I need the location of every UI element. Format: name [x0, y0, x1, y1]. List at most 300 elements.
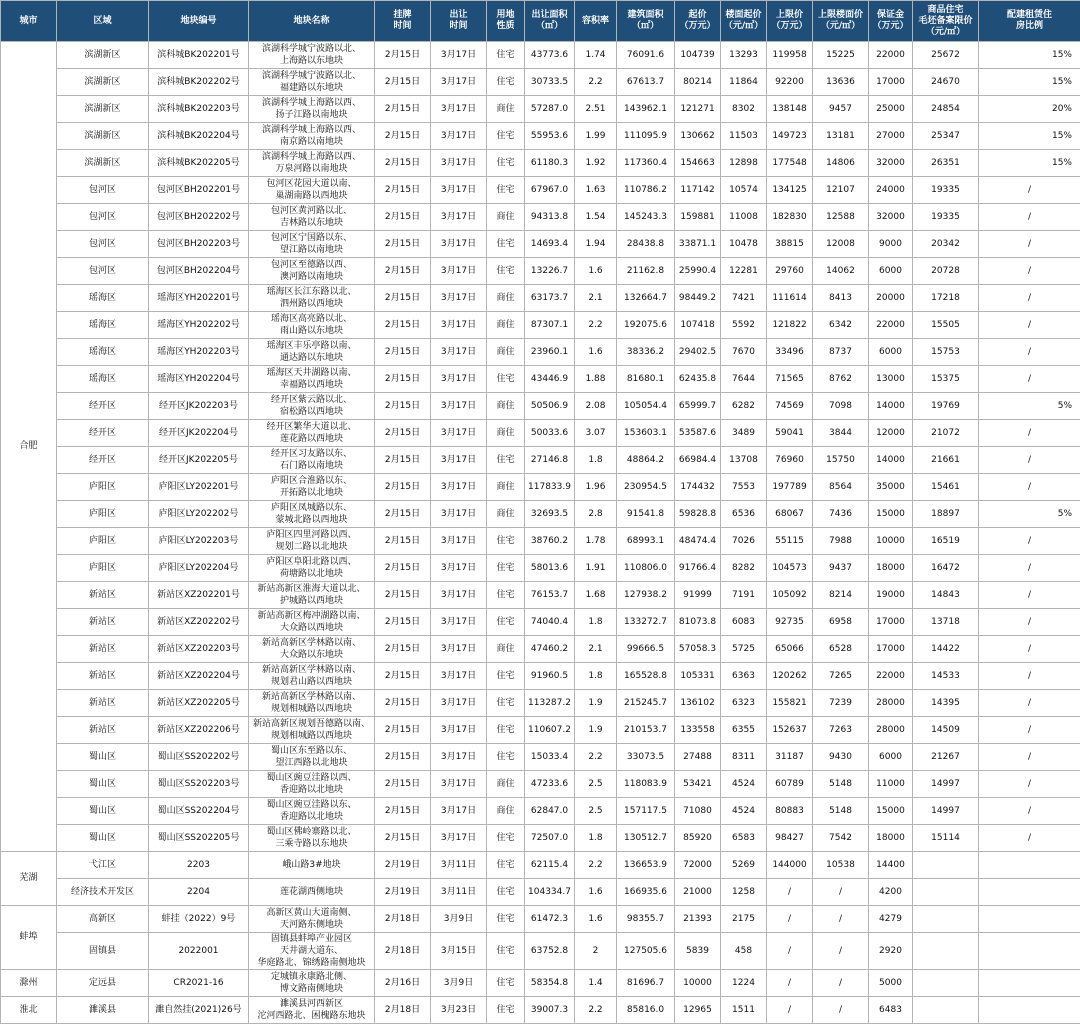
- area-cell: 23960.1: [525, 339, 575, 366]
- district-cell: 新站区: [57, 582, 149, 609]
- cap-price-cell: 182830: [767, 204, 813, 231]
- floor-start-price-cell: 6323: [721, 690, 767, 717]
- plot-ratio-cell: 1.6: [575, 258, 617, 285]
- price-limit-cell: 14422: [913, 636, 979, 663]
- deposit-cell: 22000: [869, 663, 913, 690]
- start-price-cell: 80214: [675, 69, 721, 96]
- floor-area-cell: 133272.7: [617, 609, 675, 636]
- price-limit-cell: 20728: [913, 258, 979, 285]
- floor-start-price-cell: 7026: [721, 528, 767, 555]
- floor-cap-price-cell: 14062: [813, 258, 869, 285]
- table-row: [1, 501, 1080, 528]
- start-price-cell: 66984.4: [675, 447, 721, 474]
- floor-start-price-cell: 6083: [721, 609, 767, 636]
- plot-ratio-cell: 1.96: [575, 474, 617, 501]
- price-limit-cell: 20342: [913, 231, 979, 258]
- district-cell: 定远县: [57, 970, 149, 997]
- floor-area-cell: 166935.6: [617, 879, 675, 906]
- cap-price-cell: 177548: [767, 150, 813, 177]
- floor-area-cell: 111095.9: [617, 123, 675, 150]
- deposit-cell: 14400: [869, 852, 913, 879]
- rental-ratio-cell: /: [979, 177, 1080, 204]
- cap-price-cell: 74569: [767, 393, 813, 420]
- price-limit-cell: 15461: [913, 474, 979, 501]
- listing-date-cell: 2月15日: [375, 96, 431, 123]
- city-cell: 合肥: [1, 42, 57, 852]
- parcel-name-cell: 经开区繁华大道以北、 莲花路以西地块: [249, 420, 375, 447]
- floor-cap-price-cell: 15750: [813, 447, 869, 474]
- listing-date-cell: 2月15日: [375, 771, 431, 798]
- transfer-date-cell: 3月17日: [431, 555, 487, 582]
- start-price-cell: 91766.4: [675, 555, 721, 582]
- parcel-name-cell: 包河区花园大道以南、 巢湖南路以西地块: [249, 177, 375, 204]
- price-limit-cell: 16519: [913, 528, 979, 555]
- district-cell: 滨湖新区: [57, 96, 149, 123]
- area-cell: 61472.3: [525, 906, 575, 933]
- plot-ratio-cell: 1.8: [575, 663, 617, 690]
- listing-date-cell: 2月15日: [375, 177, 431, 204]
- listing-date-cell: 2月15日: [375, 42, 431, 69]
- price-limit-cell: 15505: [913, 312, 979, 339]
- table-row: [1, 366, 1080, 393]
- floor-start-price-cell: 11864: [721, 69, 767, 96]
- floor-cap-price-cell: 12008: [813, 231, 869, 258]
- parcel-code-cell: 包河区BH202204号: [149, 258, 249, 285]
- floor-cap-price-cell: 8762: [813, 366, 869, 393]
- floor-cap-price-cell: 12107: [813, 177, 869, 204]
- start-price-cell: 133558: [675, 717, 721, 744]
- parcel-name-cell: 滨湖科学城宁波路以北、 福建路以东地块: [249, 69, 375, 96]
- area-cell: 67967.0: [525, 177, 575, 204]
- cap-price-cell: 33496: [767, 339, 813, 366]
- parcel-name-cell: 包河区黄河路以北、 吉林路以东地块: [249, 204, 375, 231]
- table-row: [1, 771, 1080, 798]
- transfer-date-cell: 3月9日: [431, 906, 487, 933]
- cap-price-cell: 98427: [767, 825, 813, 852]
- listing-date-cell: 2月19日: [375, 879, 431, 906]
- parcel-code-cell: 包河区BH202201号: [149, 177, 249, 204]
- floor-start-price-cell: 5269: [721, 852, 767, 879]
- transfer-date-cell: 3月17日: [431, 150, 487, 177]
- start-price-cell: 5839: [675, 933, 721, 970]
- price-limit-cell: 15114: [913, 825, 979, 852]
- area-cell: 47460.2: [525, 636, 575, 663]
- start-price-cell: 104739: [675, 42, 721, 69]
- floor-area-cell: 130512.7: [617, 825, 675, 852]
- floor-area-cell: 91541.8: [617, 501, 675, 528]
- floor-cap-price-cell: 7265: [813, 663, 869, 690]
- start-price-cell: 62435.8: [675, 366, 721, 393]
- rental-ratio-cell: /: [979, 663, 1080, 690]
- table-row: [1, 447, 1080, 474]
- parcel-name-cell: 瑶海区天井湖路以南、 幸福路以西地块: [249, 366, 375, 393]
- floor-start-price-cell: 8302: [721, 96, 767, 123]
- start-price-cell: 48474.4: [675, 528, 721, 555]
- district-cell: 包河区: [57, 231, 149, 258]
- floor-area-cell: 105054.4: [617, 393, 675, 420]
- plot-ratio-cell: 1.94: [575, 231, 617, 258]
- transfer-date-cell: 3月17日: [431, 69, 487, 96]
- deposit-cell: 2920: [869, 933, 913, 970]
- price-limit-cell: 15375: [913, 366, 979, 393]
- floor-cap-price-cell: 9430: [813, 744, 869, 771]
- price-limit-cell: 24670: [913, 69, 979, 96]
- price-limit-cell: 14533: [913, 663, 979, 690]
- column-header: 容积率: [575, 1, 617, 42]
- deposit-cell: 4279: [869, 906, 913, 933]
- table-row: [1, 420, 1080, 447]
- floor-start-price-cell: 6282: [721, 393, 767, 420]
- start-price-cell: 29402.5: [675, 339, 721, 366]
- table-row: [1, 906, 1080, 933]
- city-cell: 滁州: [1, 970, 57, 997]
- start-price-cell: 121271: [675, 96, 721, 123]
- price-limit-cell: 14997: [913, 771, 979, 798]
- price-limit-cell: 21661: [913, 447, 979, 474]
- listing-date-cell: 2月18日: [375, 906, 431, 933]
- plot-ratio-cell: 2.2: [575, 69, 617, 96]
- floor-cap-price-cell: /: [813, 970, 869, 997]
- floor-start-price-cell: 6355: [721, 717, 767, 744]
- start-price-cell: 98449.2: [675, 285, 721, 312]
- parcel-code-cell: 蜀山区SS202204号: [149, 798, 249, 825]
- parcel-code-cell: CR2021-16: [149, 970, 249, 997]
- start-price-cell: 53587.6: [675, 420, 721, 447]
- deposit-cell: 18000: [869, 825, 913, 852]
- rental-ratio-cell: /: [979, 312, 1080, 339]
- price-limit-cell: [913, 933, 979, 970]
- floor-area-cell: 127505.6: [617, 933, 675, 970]
- table-row: [1, 879, 1080, 906]
- parcel-code-cell: 经开区JK202205号: [149, 447, 249, 474]
- land-use-cell: 商住: [487, 771, 525, 798]
- transfer-date-cell: 3月17日: [431, 690, 487, 717]
- price-limit-cell: 21267: [913, 744, 979, 771]
- start-price-cell: 71080: [675, 798, 721, 825]
- district-cell: 经开区: [57, 420, 149, 447]
- floor-area-cell: 153603.1: [617, 420, 675, 447]
- table-row: [1, 96, 1080, 123]
- transfer-date-cell: 3月9日: [431, 970, 487, 997]
- land-use-cell: 住宅: [487, 366, 525, 393]
- rental-ratio-cell: /: [979, 447, 1080, 474]
- plot-ratio-cell: 3.07: [575, 420, 617, 447]
- plot-ratio-cell: 2.1: [575, 636, 617, 663]
- cap-price-cell: 144000: [767, 852, 813, 879]
- cap-price-cell: 111614: [767, 285, 813, 312]
- plot-ratio-cell: 1.54: [575, 204, 617, 231]
- district-cell: 庐阳区: [57, 474, 149, 501]
- plot-ratio-cell: 1.9: [575, 690, 617, 717]
- start-price-cell: 130662: [675, 123, 721, 150]
- table-row: [1, 636, 1080, 663]
- transfer-date-cell: 3月17日: [431, 339, 487, 366]
- district-cell: 经济技术开发区: [57, 879, 149, 906]
- parcel-code-cell: 瑶海区YH202201号: [149, 285, 249, 312]
- land-use-cell: 商住: [487, 312, 525, 339]
- price-limit-cell: 26351: [913, 150, 979, 177]
- plot-ratio-cell: 2.2: [575, 997, 617, 1024]
- listing-date-cell: 2月15日: [375, 690, 431, 717]
- price-limit-cell: 14843: [913, 582, 979, 609]
- floor-area-cell: 38336.2: [617, 339, 675, 366]
- floor-cap-price-cell: 7098: [813, 393, 869, 420]
- area-cell: 76153.7: [525, 582, 575, 609]
- column-header: 出让面积 （㎡）: [525, 1, 575, 42]
- listing-date-cell: 2月19日: [375, 852, 431, 879]
- column-header: 挂牌 时间: [375, 1, 431, 42]
- district-cell: 新站区: [57, 636, 149, 663]
- floor-start-price-cell: 4524: [721, 798, 767, 825]
- rental-ratio-cell: /: [979, 555, 1080, 582]
- transfer-date-cell: 3月15日: [431, 933, 487, 970]
- district-cell: 瑶海区: [57, 339, 149, 366]
- rental-ratio-cell: [979, 997, 1080, 1024]
- floor-start-price-cell: 7191: [721, 582, 767, 609]
- floor-start-price-cell: 5725: [721, 636, 767, 663]
- start-price-cell: 159881: [675, 204, 721, 231]
- deposit-cell: 13000: [869, 366, 913, 393]
- rental-ratio-cell: 15%: [979, 42, 1080, 69]
- parcel-code-cell: 2204: [149, 879, 249, 906]
- district-cell: 瑶海区: [57, 366, 149, 393]
- floor-cap-price-cell: 13636: [813, 69, 869, 96]
- parcel-name-cell: 新站高新区梅冲湖路以南、 大众路以西地块: [249, 609, 375, 636]
- floor-start-price-cell: 5592: [721, 312, 767, 339]
- table-row: [1, 609, 1080, 636]
- floor-area-cell: 33073.5: [617, 744, 675, 771]
- rental-ratio-cell: /: [979, 231, 1080, 258]
- cap-price-cell: 65066: [767, 636, 813, 663]
- floor-start-price-cell: 2175: [721, 906, 767, 933]
- area-cell: 74040.4: [525, 609, 575, 636]
- area-cell: 117833.9: [525, 474, 575, 501]
- floor-start-price-cell: 4524: [721, 771, 767, 798]
- floor-cap-price-cell: 13181: [813, 123, 869, 150]
- parcel-code-cell: 濉自然挂(2021)26号: [149, 997, 249, 1024]
- district-cell: 蜀山区: [57, 744, 149, 771]
- floor-area-cell: 76091.6: [617, 42, 675, 69]
- floor-area-cell: 110786.2: [617, 177, 675, 204]
- listing-date-cell: 2月15日: [375, 366, 431, 393]
- rental-ratio-cell: /: [979, 744, 1080, 771]
- floor-cap-price-cell: 5148: [813, 798, 869, 825]
- deposit-cell: 20000: [869, 285, 913, 312]
- column-header: 用地 性质: [487, 1, 525, 42]
- start-price-cell: 154663: [675, 150, 721, 177]
- listing-date-cell: 2月15日: [375, 204, 431, 231]
- listing-date-cell: 2月15日: [375, 258, 431, 285]
- parcel-name-cell: 经开区紫云路以北、 宿松路以西地块: [249, 393, 375, 420]
- cap-price-cell: 119958: [767, 42, 813, 69]
- plot-ratio-cell: 1.91: [575, 555, 617, 582]
- deposit-cell: 5000: [869, 970, 913, 997]
- deposit-cell: 32000: [869, 150, 913, 177]
- plot-ratio-cell: 2.8: [575, 501, 617, 528]
- parcel-name-cell: 滨湖科学城上海路以西、 扬子江路以南地块: [249, 96, 375, 123]
- floor-area-cell: 215245.7: [617, 690, 675, 717]
- price-limit-cell: 16472: [913, 555, 979, 582]
- table-row: [1, 970, 1080, 997]
- area-cell: 63173.7: [525, 285, 575, 312]
- floor-area-cell: 68993.1: [617, 528, 675, 555]
- floor-area-cell: 48864.2: [617, 447, 675, 474]
- district-cell: 瑶海区: [57, 285, 149, 312]
- floor-start-price-cell: 458: [721, 933, 767, 970]
- floor-area-cell: 127938.2: [617, 582, 675, 609]
- floor-cap-price-cell: 10538: [813, 852, 869, 879]
- transfer-date-cell: 3月17日: [431, 636, 487, 663]
- area-cell: 15033.4: [525, 744, 575, 771]
- land-use-cell: 住宅: [487, 177, 525, 204]
- parcel-name-cell: 蜀山区豌豆洼路以西、 香迎路以北地块: [249, 771, 375, 798]
- rental-ratio-cell: [979, 933, 1080, 970]
- floor-area-cell: 21162.8: [617, 258, 675, 285]
- table-row: [1, 997, 1080, 1024]
- district-cell: 包河区: [57, 204, 149, 231]
- land-use-cell: 住宅: [487, 663, 525, 690]
- parcel-name-cell: 新站高新区学林路以南、 大众路以东地块: [249, 636, 375, 663]
- floor-area-cell: 143962.1: [617, 96, 675, 123]
- district-cell: 蜀山区: [57, 798, 149, 825]
- land-use-cell: 住宅: [487, 852, 525, 879]
- plot-ratio-cell: 2.1: [575, 285, 617, 312]
- rental-ratio-cell: [979, 906, 1080, 933]
- listing-date-cell: 2月15日: [375, 231, 431, 258]
- parcel-code-cell: 蜀山区SS202205号: [149, 825, 249, 852]
- column-header: 起价 （万元）: [675, 1, 721, 42]
- district-cell: 蜀山区: [57, 825, 149, 852]
- floor-cap-price-cell: 12588: [813, 204, 869, 231]
- rental-ratio-cell: 20%: [979, 96, 1080, 123]
- cap-price-cell: 104573: [767, 555, 813, 582]
- plot-ratio-cell: 1.8: [575, 609, 617, 636]
- cap-price-cell: 92200: [767, 69, 813, 96]
- table-row: [1, 852, 1080, 879]
- listing-date-cell: 2月15日: [375, 717, 431, 744]
- plot-ratio-cell: 1.99: [575, 123, 617, 150]
- start-price-cell: 57058.3: [675, 636, 721, 663]
- column-header: 商品住宅 毛坯备案限价 （元/㎡）: [913, 1, 979, 42]
- parcel-code-cell: 瑶海区YH202202号: [149, 312, 249, 339]
- parcel-name-cell: 新站高新区淮海大道以北、 护城路以西地块: [249, 582, 375, 609]
- parcel-name-cell: 瑶海区长江东路以北、 泗州路以西地块: [249, 285, 375, 312]
- district-cell: 弋江区: [57, 852, 149, 879]
- table-row: [1, 393, 1080, 420]
- cap-price-cell: 149723: [767, 123, 813, 150]
- deposit-cell: 10000: [869, 528, 913, 555]
- floor-start-price-cell: 11503: [721, 123, 767, 150]
- cap-price-cell: 120262: [767, 663, 813, 690]
- parcel-name-cell: 新站高新区学林路以南、 规划相城路以西地块: [249, 690, 375, 717]
- land-use-cell: 住宅: [487, 690, 525, 717]
- floor-area-cell: 67613.7: [617, 69, 675, 96]
- listing-date-cell: 2月15日: [375, 420, 431, 447]
- area-cell: 43446.9: [525, 366, 575, 393]
- transfer-date-cell: 3月17日: [431, 447, 487, 474]
- floor-start-price-cell: 3489: [721, 420, 767, 447]
- parcel-code-cell: 滨科城BK202201号: [149, 42, 249, 69]
- cap-price-cell: 59041: [767, 420, 813, 447]
- column-header: 上限楼面价 （元/㎡）: [813, 1, 869, 42]
- rental-ratio-cell: 15%: [979, 123, 1080, 150]
- rental-ratio-cell: 15%: [979, 69, 1080, 96]
- price-limit-cell: [913, 906, 979, 933]
- cap-price-cell: /: [767, 906, 813, 933]
- land-use-cell: 住宅: [487, 447, 525, 474]
- floor-area-cell: 132664.7: [617, 285, 675, 312]
- floor-cap-price-cell: /: [813, 997, 869, 1024]
- listing-date-cell: 2月15日: [375, 285, 431, 312]
- floor-cap-price-cell: 7239: [813, 690, 869, 717]
- area-cell: 62115.4: [525, 852, 575, 879]
- deposit-cell: 18000: [869, 555, 913, 582]
- district-cell: 滨湖新区: [57, 42, 149, 69]
- parcel-name-cell: 滨湖科学城上海路以西、 南京路以南地块: [249, 123, 375, 150]
- parcel-code-cell: 新站区XZ202203号: [149, 636, 249, 663]
- floor-start-price-cell: 7553: [721, 474, 767, 501]
- floor-cap-price-cell: 3844: [813, 420, 869, 447]
- transfer-date-cell: 3月17日: [431, 663, 487, 690]
- parcel-name-cell: 濉溪县河西新区 沱河西路北、困槐路东地块: [249, 997, 375, 1024]
- price-limit-cell: 19335: [913, 177, 979, 204]
- listing-date-cell: 2月15日: [375, 339, 431, 366]
- district-cell: 高新区: [57, 906, 149, 933]
- rental-ratio-cell: [979, 852, 1080, 879]
- start-price-cell: 27488: [675, 744, 721, 771]
- land-use-cell: 住宅: [487, 933, 525, 970]
- parcel-name-cell: 蜀山区东至路以东、 望江西路以北地块: [249, 744, 375, 771]
- price-limit-cell: 24854: [913, 96, 979, 123]
- listing-date-cell: 2月15日: [375, 312, 431, 339]
- deposit-cell: 35000: [869, 474, 913, 501]
- district-cell: 包河区: [57, 258, 149, 285]
- table-row: [1, 663, 1080, 690]
- floor-area-cell: 165528.8: [617, 663, 675, 690]
- listing-date-cell: 2月15日: [375, 447, 431, 474]
- transfer-date-cell: 3月11日: [431, 852, 487, 879]
- land-use-cell: 商住: [487, 393, 525, 420]
- deposit-cell: 14000: [869, 447, 913, 474]
- cap-price-cell: 71565: [767, 366, 813, 393]
- land-use-cell: 住宅: [487, 879, 525, 906]
- rental-ratio-cell: /: [979, 285, 1080, 312]
- parcel-name-cell: 莲花湖西侧地块: [249, 879, 375, 906]
- floor-area-cell: 230954.5: [617, 474, 675, 501]
- column-header: 配建租赁住 房比例: [979, 1, 1080, 42]
- district-cell: 经开区: [57, 393, 149, 420]
- start-price-cell: 25990.4: [675, 258, 721, 285]
- plot-ratio-cell: 1.4: [575, 970, 617, 997]
- area-cell: 13226.7: [525, 258, 575, 285]
- listing-date-cell: 2月15日: [375, 555, 431, 582]
- floor-start-price-cell: 1224: [721, 970, 767, 997]
- deposit-cell: 6483: [869, 997, 913, 1024]
- parcel-name-cell: 蜀山区豌豆洼路以东、 香迎路以北地块: [249, 798, 375, 825]
- floor-start-price-cell: 12281: [721, 258, 767, 285]
- floor-area-cell: 110806.0: [617, 555, 675, 582]
- rental-ratio-cell: [979, 970, 1080, 997]
- deposit-cell: 32000: [869, 204, 913, 231]
- table-row: [1, 744, 1080, 771]
- parcel-code-cell: 庐阳区LY202203号: [149, 528, 249, 555]
- floor-area-cell: 117360.4: [617, 150, 675, 177]
- plot-ratio-cell: 1.8: [575, 825, 617, 852]
- floor-cap-price-cell: 9437: [813, 555, 869, 582]
- cap-price-cell: 68067: [767, 501, 813, 528]
- floor-cap-price-cell: /: [813, 879, 869, 906]
- land-use-cell: 商住: [487, 285, 525, 312]
